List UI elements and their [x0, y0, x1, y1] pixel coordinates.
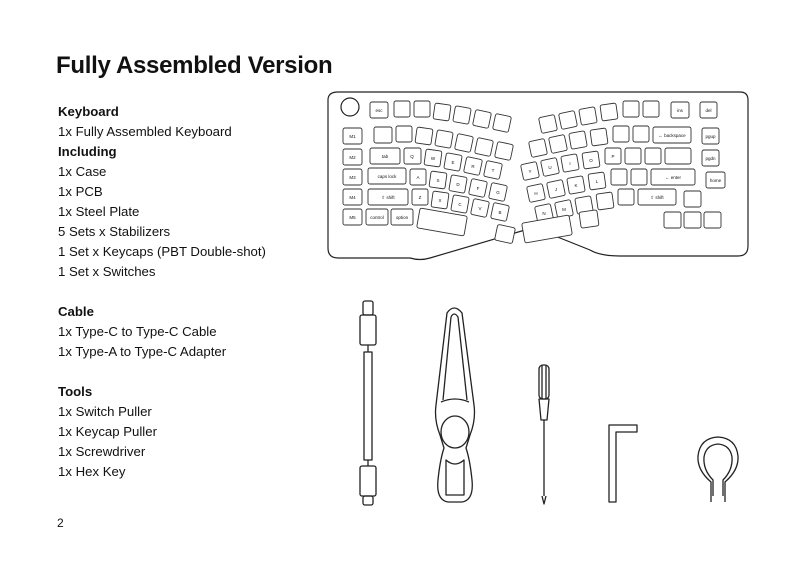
list-item: 1x Switch Puller: [58, 404, 152, 419]
list-item: 1 Set x Switches: [58, 264, 156, 279]
key-j-label: J: [554, 187, 558, 192]
key-g-label: G: [496, 190, 500, 195]
key-home-label: home: [709, 178, 722, 183]
list-item: 1x Fully Assembled Keyboard: [58, 124, 232, 139]
key-t-label: T: [491, 168, 495, 173]
list-item: 1x Case: [58, 164, 107, 179]
key-e-label: E: [451, 160, 455, 165]
page-title: Fully Assembled Version: [56, 52, 333, 79]
key-m2-label: M2: [349, 155, 356, 160]
key-tab-label: tab: [381, 154, 389, 159]
key-esc-label: esc: [375, 108, 383, 113]
key-m1-label: M1: [349, 134, 356, 139]
key-i-label: I: [569, 161, 571, 166]
key-l-label: L: [595, 179, 599, 184]
key-option-label: option: [395, 215, 409, 220]
key-backspace-label: ← backspace: [658, 133, 686, 138]
list-item: 1x Steel Plate: [58, 204, 140, 219]
key-r-label: R: [471, 164, 475, 169]
key-m5-label: M5: [349, 215, 356, 220]
list-item: 1x Screwdriver: [58, 444, 146, 459]
key-w-label: W: [430, 156, 436, 161]
key-x-label: X: [438, 198, 442, 203]
list-item: 1 Set x Keycaps (PBT Double-shot): [58, 244, 266, 259]
key-c-label: C: [458, 202, 462, 207]
key-y-label: Y: [528, 169, 532, 174]
key-shift-right-label: ⇧ shift: [650, 195, 664, 200]
key-o-label: O: [589, 158, 593, 163]
section-heading-cable: Cable: [58, 304, 94, 319]
key-k-label: K: [574, 183, 578, 188]
usb-cable-icon: [360, 301, 376, 505]
key-pgup-label: pgup: [705, 134, 716, 139]
key-m3-label: M3: [349, 175, 356, 180]
key-d-label: D: [456, 182, 460, 187]
key-u-label: U: [548, 165, 552, 170]
hex-key-icon: [609, 425, 637, 502]
key-z-label: Z: [418, 195, 422, 200]
key-h-label: H: [534, 191, 538, 196]
key-v-label: V: [478, 206, 482, 211]
list-item: 1x Type-C to Type-C Cable: [58, 324, 217, 339]
key-a-label: A: [416, 175, 420, 180]
key-caps-label: caps lock: [377, 174, 397, 179]
key-p-label: P: [611, 154, 615, 159]
list-item: 1x Hex Key: [58, 464, 126, 479]
list-item: 5 Sets x Stabilizers: [58, 224, 171, 239]
key-enter-label: ← enter: [664, 175, 682, 180]
key-del-label: del: [705, 108, 712, 113]
screwdriver-icon: [539, 365, 549, 504]
list-item: 1x Keycap Puller: [58, 424, 157, 439]
page-number: 2: [57, 516, 64, 530]
switch-puller-icon: [436, 308, 475, 502]
section-heading-including: Including: [58, 144, 117, 159]
key-ins-label: ins: [677, 108, 683, 113]
section-heading-keyboard: Keyboard: [58, 104, 119, 119]
key-m-label: M: [562, 207, 566, 212]
key-pgdn-label: pgdn: [705, 156, 716, 161]
key-n-label: N: [542, 211, 546, 216]
key-control-label: control: [370, 215, 384, 220]
key-m4-label: M4: [349, 195, 356, 200]
list-item: 1x PCB: [58, 184, 103, 199]
list-item: 1x Type-A to Type-C Adapter: [58, 344, 227, 359]
section-heading-tools: Tools: [58, 384, 93, 399]
key-f-label: F: [476, 186, 480, 191]
key-s-label: S: [436, 178, 440, 183]
key-shift-left-label: ⇧ shift: [381, 195, 395, 200]
key-b-label: B: [498, 210, 502, 215]
keycap-puller-icon: [698, 437, 738, 502]
key-q-label: Q: [410, 154, 414, 159]
